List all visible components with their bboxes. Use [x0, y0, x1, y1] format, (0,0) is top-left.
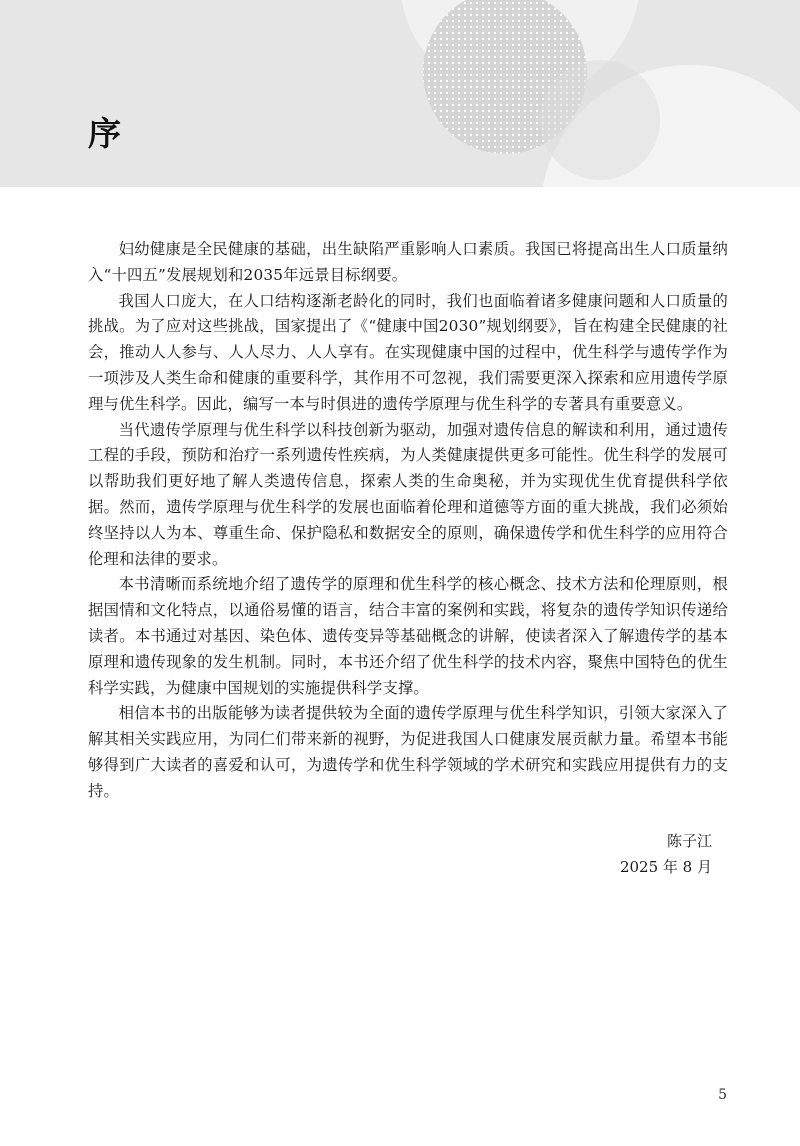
paragraph-2: 我国人口庞大，在人口结构逐渐老龄化的同时，我们也面临着诸多健康问题和人口质量的挑战。为了应对这些挑战，国家提出了《“健康中国2030”规划纲要》，旨在构建全民健康的社会，推动人人参与、人人尽力、人人享有。在实现健康中国的过程中，优生科学与遗传学作为一项涉及人类生命和健康的重要科学，其作用不可忽视，我们需要更深入探索和应用遗传学原理与优生科学。因此，编写一本与时俱进的遗传学原理与优生科学的专著具有重要意义。	[88, 291, 728, 413]
chapter-header-band	[0, 0, 800, 187]
author-name: 陈子江	[666, 832, 712, 850]
signature-date: 2025 年 8 月	[619, 858, 712, 876]
paragraph-5: 相信本书的出版能够为读者提供较为全面的遗传学原理与优生科学知识，引领大家深入了解其相关实践应用，为同仁们带来新的视野，为促进我国人口健康发展贡献力量。希望本书能够得到广大读者的喜爱和认可，为遗传学和优生科学领域的学术研究和实践应用提供有力的支持。	[88, 704, 728, 800]
paragraph-4: 本书清晰而系统地介绍了遗传学的原理和优生科学的核心概念、技术方法和伦理原则，根据国情和文化特点，以通俗易懂的语言，结合丰富的案例和实践，将复杂的遗传学知识传递给读者。本书通过对基因、染色体、遗传变异等基础概念的讲解，使读者深入了解遗传学的基本原理和遗传现象的发生机制。同时，本书还介绍了优生科学的技术内容，聚焦中国特色的优生科学实践，为健康中国规划的实施提供科学支撑。	[88, 575, 728, 697]
preface-body	[88, 237, 728, 805]
page-number: 5	[718, 1087, 727, 1103]
decorative-circles	[0, 0, 800, 187]
mid-gray-circle	[540, 60, 660, 180]
paragraph-3: 当代遗传学原理与优生科学以科技创新为驱动，加强对遗传信息的解读和利用，通过遗传工程的手段，预防和治疗一系列遗传性疾病，为人类健康提供更多可能性。优生科学的发展可以帮助我们更好地了解人类遗传信息，探索人类的生命奥秘，并为实现优生优育提供科学依据。然而，遗传学原理与优生科学的发展也面临着伦理和道德等方面的重大挑战，我们必须始终坚持以人为本、尊重生命、保护隐私和数据安全的原则，确保遗传学和优生科学的应用符合伦理和法律的要求。	[88, 420, 728, 568]
page-title: 序	[88, 114, 121, 153]
signature-block	[620, 828, 712, 880]
paragraph-1: 妇幼健康是全民健康的基础，出生缺陷严重影响人口素质。我国已将提高出生人口质量纳入“十四五”发展规划和2035年远景目标纲要。	[88, 240, 728, 284]
